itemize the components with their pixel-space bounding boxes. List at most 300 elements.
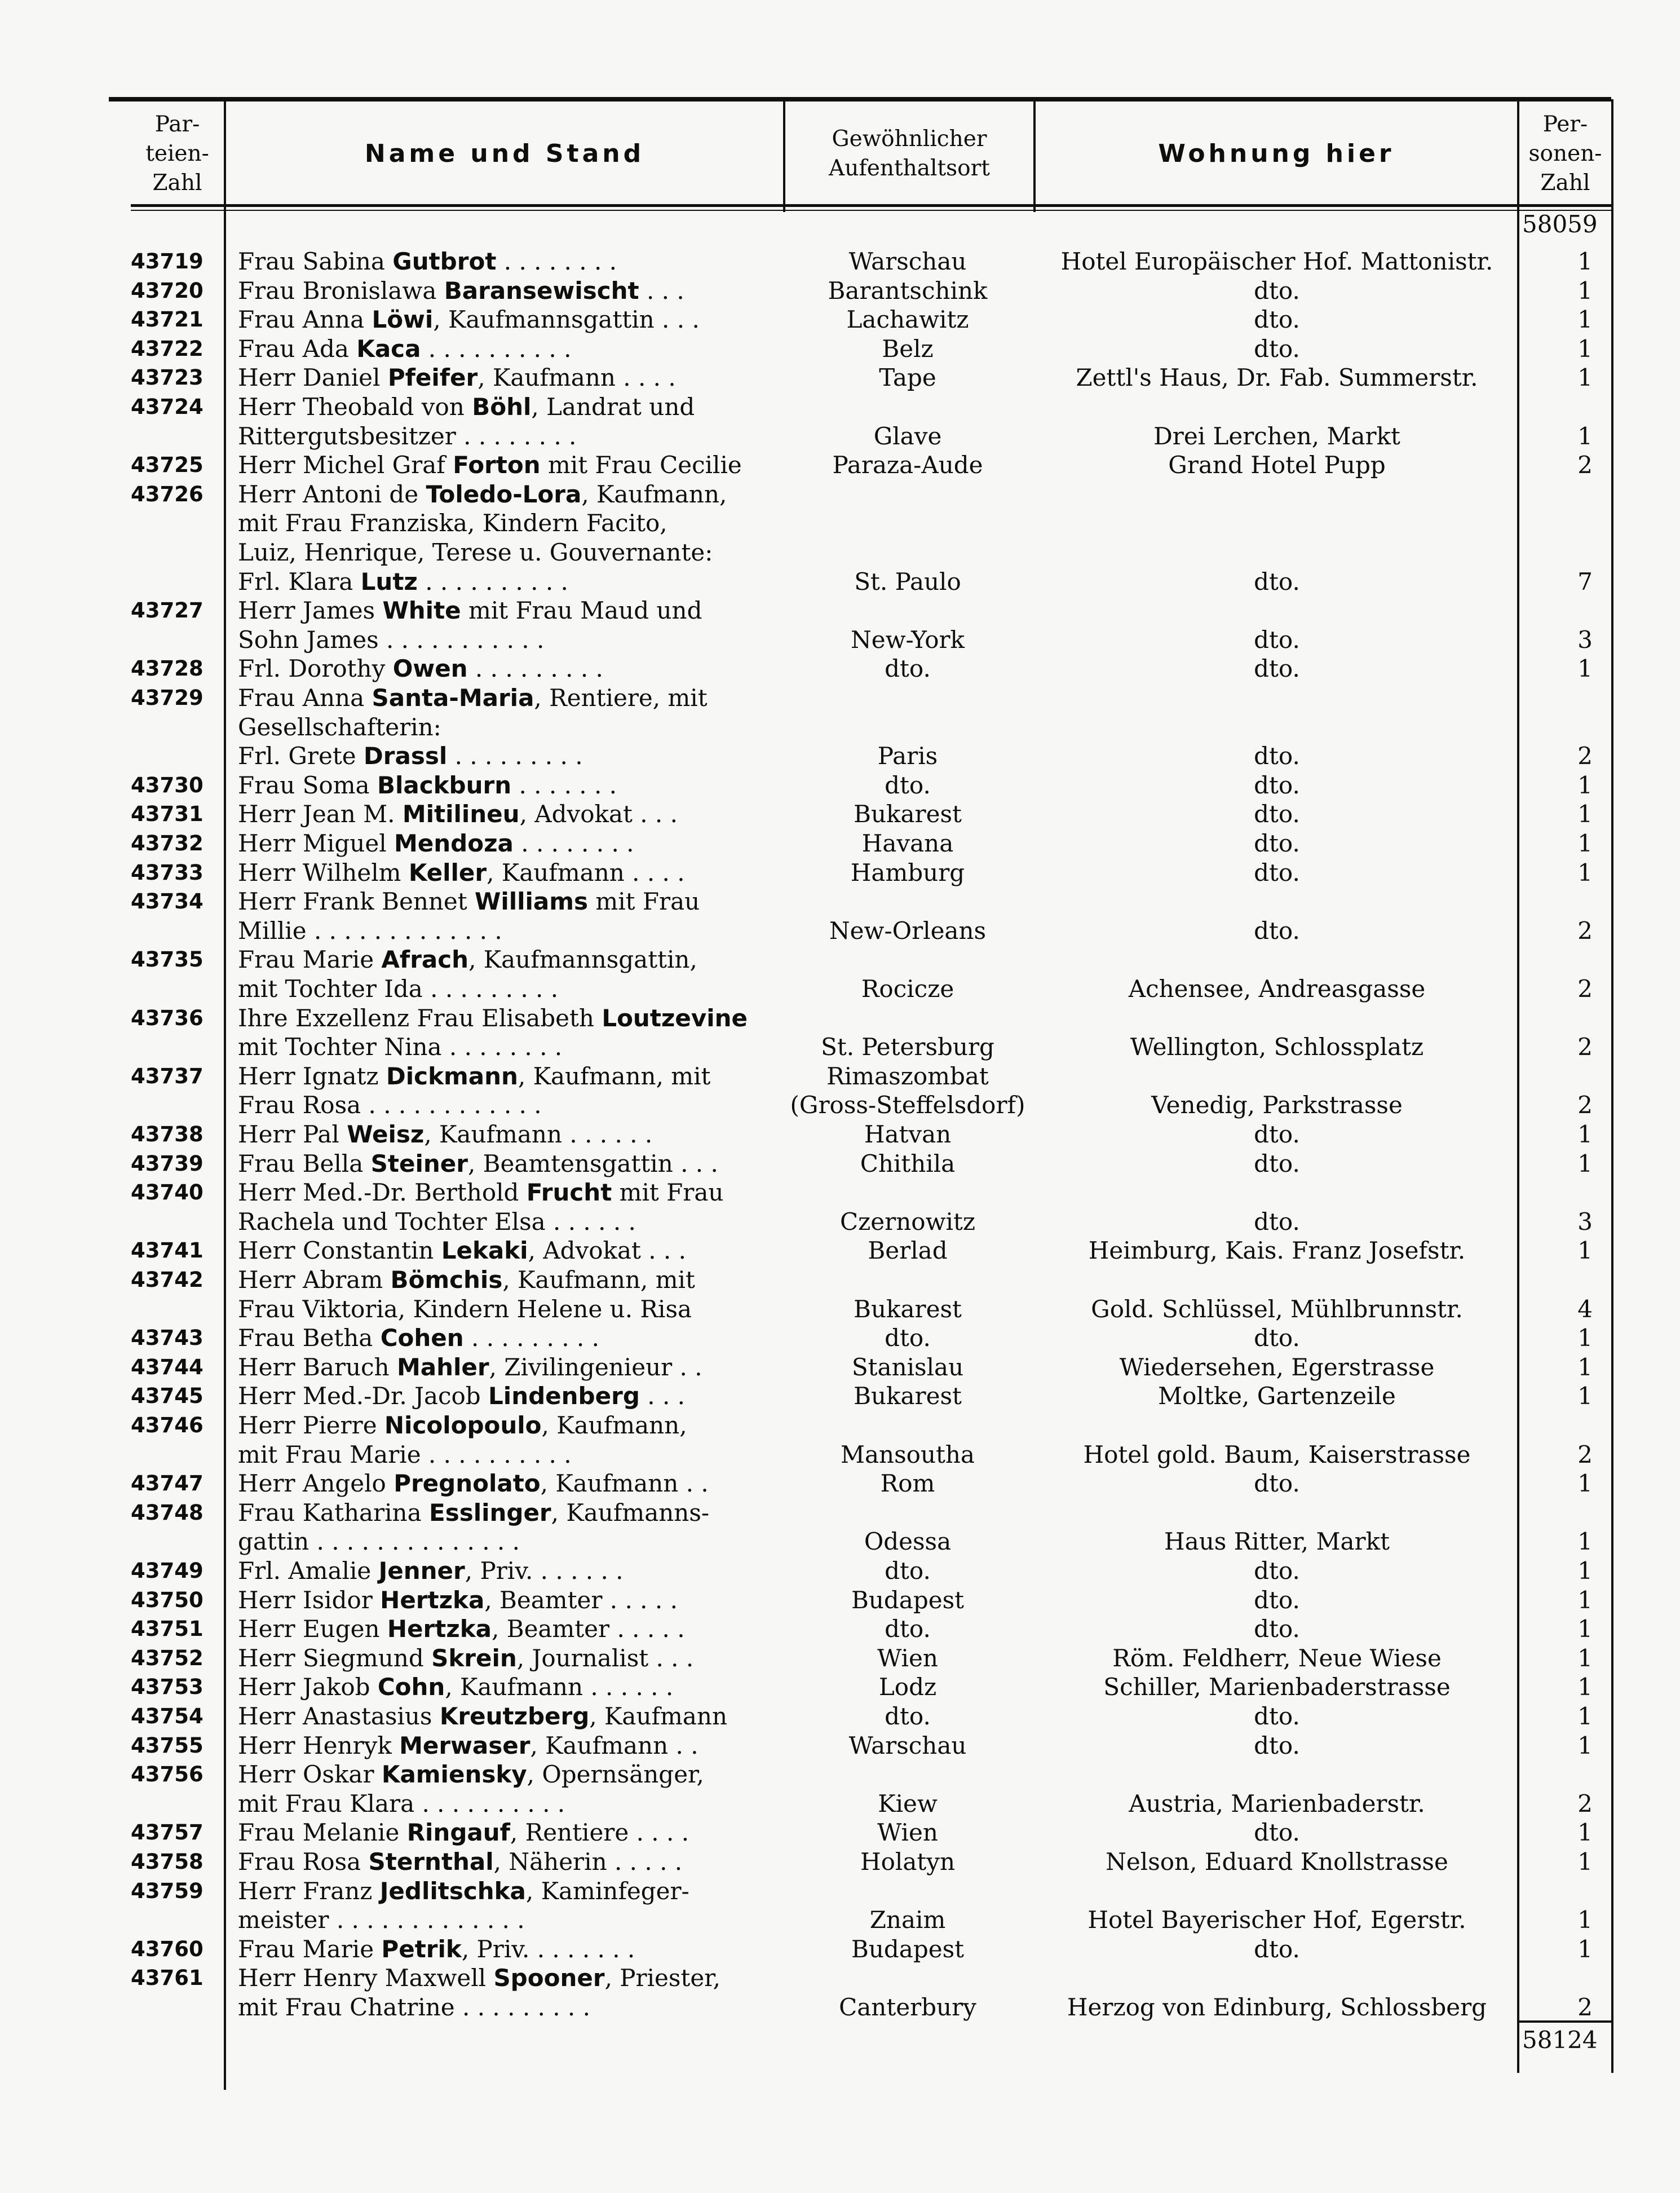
name-suffix: , Zivilingenieur . . — [489, 1353, 702, 1381]
name-status — [238, 334, 771, 364]
person-count: 1 — [1577, 248, 1593, 275]
local-address: Moltke, Gartenzeile — [1158, 1382, 1396, 1410]
usual-residence: Czernowitz — [840, 1207, 975, 1236]
party-number: 43725 — [131, 453, 204, 478]
table-row — [0, 654, 1680, 683]
party-number: 43729 — [131, 686, 204, 710]
usual-residence: (Gross-Steffelsdorf) — [790, 1091, 1025, 1119]
name-status — [238, 625, 771, 655]
name-status — [238, 1556, 771, 1586]
name-status — [238, 1236, 771, 1265]
name-prefix: Frau Sabina — [238, 248, 393, 275]
name-suffix: , Rentiere . . . . — [510, 1819, 689, 1847]
usual-residence: Glave — [873, 422, 942, 450]
person-count: 1 — [1577, 1702, 1593, 1730]
name-status — [238, 1614, 771, 1644]
local-address: dto. — [1254, 1615, 1300, 1643]
name-status — [238, 1323, 771, 1353]
header-party-number-line2: teien- — [145, 140, 209, 166]
name-prefix: Herr Ignatz — [238, 1062, 386, 1090]
party-number: 43727 — [131, 598, 204, 623]
surname: Toledo-Lora — [426, 480, 582, 508]
name-prefix: Frau Betha — [238, 1324, 381, 1352]
usual-residence: Berlad — [868, 1237, 948, 1265]
table-row — [0, 1032, 1680, 1062]
name-suffix: . . . . . . . . — [513, 829, 634, 857]
person-count: 1 — [1577, 422, 1593, 450]
name-status — [238, 713, 771, 742]
local-address: Schiller, Marienbaderstrasse — [1103, 1673, 1451, 1701]
name-suffix: , Kaufmann . . — [530, 1731, 698, 1759]
usual-residence: dto. — [885, 1324, 931, 1352]
local-address: Venedig, Parkstrasse — [1151, 1091, 1403, 1119]
name-prefix: Herr Jean M. — [238, 800, 403, 828]
table-row — [0, 567, 1680, 597]
usual-residence: Lodz — [878, 1673, 937, 1701]
header-local-address: Wohnung hier — [1158, 139, 1395, 168]
name-status — [238, 771, 771, 800]
name-suffix: , Kaufmann . . . . — [487, 858, 685, 886]
person-count: 1 — [1577, 1470, 1593, 1498]
usual-residence: dto. — [885, 1557, 931, 1585]
name-prefix: Herr Med.-Dr. Berthold — [238, 1179, 527, 1207]
name-suffix: , Priv. . . . . . . . — [461, 1935, 635, 1963]
name-status — [238, 800, 771, 829]
party-number: 43735 — [131, 947, 204, 972]
name-prefix: Herr Antoni de — [238, 480, 426, 508]
name-status — [238, 1411, 771, 1440]
surname: Santa-Maria — [372, 684, 534, 712]
table-row — [0, 1295, 1680, 1324]
local-address: dto. — [1254, 858, 1300, 886]
usual-residence: Hatvan — [864, 1120, 952, 1148]
name-prefix: Herr Theobald von — [238, 393, 472, 421]
table-row — [0, 1789, 1680, 1819]
local-address: Hotel Europäischer Hof. Mattonistr. — [1060, 248, 1493, 275]
header-party-number-line1: Par- — [154, 111, 200, 137]
name-prefix: Herr Henry Maxwell — [238, 1964, 494, 1992]
local-address: dto. — [1254, 1557, 1300, 1585]
surname: Ringauf — [406, 1819, 510, 1847]
party-number: 43741 — [131, 1238, 204, 1263]
surname: Gutbrot — [392, 248, 497, 275]
surname: Pfeifer — [387, 364, 478, 392]
header-person-count-line3: Zahl — [1540, 170, 1590, 196]
local-address: Röm. Feldherr, Neue Wiese — [1112, 1644, 1442, 1672]
person-count: 2 — [1577, 1993, 1593, 2021]
header-usual-residence — [785, 104, 1033, 203]
header-person-count — [1519, 104, 1611, 203]
name-status — [238, 654, 771, 683]
table-row — [0, 1702, 1680, 1731]
table-row — [0, 1004, 1680, 1033]
party-number: 43761 — [131, 1966, 204, 1991]
local-address: dto. — [1254, 276, 1300, 305]
person-count: 3 — [1577, 625, 1593, 654]
table-row — [0, 1323, 1680, 1353]
table-row — [0, 1411, 1680, 1440]
local-address: dto. — [1254, 625, 1300, 654]
surname: Baransewischt — [444, 276, 639, 305]
person-count: 1 — [1577, 1237, 1593, 1265]
name-prefix: Ihre Exzellenz Frau Elisabeth — [238, 1004, 602, 1032]
name-status — [238, 1847, 771, 1877]
name-suffix: , Beamter . . . . . — [484, 1586, 678, 1614]
party-number: 43752 — [131, 1645, 204, 1670]
name-suffix: , Beamter . . . . . — [492, 1615, 685, 1643]
name-prefix: mit Tochter Ida . . . . . . . . . — [238, 975, 559, 1003]
name-status — [238, 247, 771, 276]
table-row — [0, 742, 1680, 771]
party-number: 43759 — [131, 1878, 204, 1903]
name-status — [238, 538, 771, 567]
name-suffix: mit Frau — [612, 1179, 724, 1207]
party-number: 43732 — [131, 831, 204, 855]
party-number: 43753 — [131, 1675, 204, 1700]
name-prefix: Herr Anastasius — [238, 1702, 440, 1730]
name-status — [238, 1469, 771, 1498]
name-suffix: . . . . . . . . . — [447, 742, 583, 770]
table-row — [0, 1963, 1680, 1993]
surname: Bömchis — [390, 1266, 503, 1294]
person-count: 1 — [1577, 1324, 1593, 1352]
name-status — [238, 1382, 771, 1411]
name-status — [238, 509, 771, 538]
name-status — [238, 1498, 771, 1528]
name-prefix: Frau Anna — [238, 684, 372, 712]
table-row — [0, 829, 1680, 858]
party-number: 43740 — [131, 1180, 204, 1205]
person-count: 1 — [1577, 1906, 1593, 1934]
name-prefix: Frl. Klara — [238, 567, 361, 595]
person-count: 2 — [1577, 916, 1593, 945]
local-address: dto. — [1254, 1819, 1300, 1847]
table-row — [0, 392, 1680, 422]
table-row — [0, 1877, 1680, 1906]
local-address: dto. — [1254, 1702, 1300, 1730]
local-address: dto. — [1254, 916, 1300, 945]
name-suffix: , Kaufmann, mit — [518, 1062, 711, 1090]
name-prefix: meister . . . . . . . . . . . . . — [238, 1906, 525, 1934]
table-row — [0, 509, 1680, 538]
table-row — [0, 334, 1680, 364]
name-status — [238, 1644, 771, 1673]
name-prefix: Frau Marie — [238, 946, 382, 974]
name-suffix: , Kaufmann . . . . . . — [424, 1120, 653, 1148]
surname: Williams — [475, 888, 589, 916]
party-number: 43760 — [131, 1936, 204, 1961]
local-address: dto. — [1254, 1149, 1300, 1177]
name-status — [238, 1062, 771, 1091]
name-suffix: , Kaufmann, mit — [502, 1266, 695, 1294]
surname: Spooner — [493, 1964, 605, 1992]
surname: Merwaser — [399, 1731, 530, 1759]
name-suffix: , Kaufmann, — [581, 480, 727, 508]
table-row — [0, 305, 1680, 334]
name-status — [238, 1789, 771, 1819]
name-prefix: Frau Viktoria, Kindern Helene u. Risa — [238, 1295, 692, 1323]
name-prefix: Sohn James . . . . . . . . . . . — [238, 625, 545, 654]
surname: Afrach — [381, 946, 469, 974]
header-party-number — [131, 104, 224, 203]
table-row — [0, 625, 1680, 655]
surname: Pregnolato — [394, 1470, 541, 1498]
name-suffix: . . . — [639, 1382, 685, 1410]
table-row — [0, 1207, 1680, 1237]
table-row — [0, 1731, 1680, 1760]
surname: Lutz — [360, 567, 418, 595]
table-row — [0, 1614, 1680, 1644]
name-suffix: , Journalist . . . — [516, 1644, 694, 1672]
person-count: 1 — [1577, 771, 1593, 799]
name-status — [238, 1149, 771, 1179]
usual-residence: Tape — [879, 364, 936, 392]
person-count: 1 — [1577, 1615, 1593, 1643]
table-row — [0, 887, 1680, 916]
name-suffix: , Advokat . . . — [528, 1237, 686, 1265]
party-number: 43724 — [131, 395, 204, 419]
person-count: 1 — [1577, 1149, 1593, 1177]
header-usual-residence-line2: Aufenthaltsort — [829, 155, 990, 181]
name-prefix: Herr Pal — [238, 1120, 347, 1148]
name-prefix: Herr Pierre — [238, 1411, 384, 1439]
local-address: dto. — [1254, 1470, 1300, 1498]
party-number: 43754 — [131, 1704, 204, 1728]
table-row — [0, 858, 1680, 888]
name-prefix: mit Frau Franziska, Kindern Facito, — [238, 509, 667, 537]
surname: Steiner — [370, 1149, 468, 1177]
header-usual-residence-line1: Gewöhnlicher — [832, 126, 987, 152]
local-address: dto. — [1254, 771, 1300, 799]
person-count: 1 — [1577, 364, 1593, 392]
name-status — [238, 1702, 771, 1731]
name-status — [238, 1440, 771, 1470]
name-status — [238, 974, 771, 1004]
party-number: 43747 — [131, 1471, 204, 1496]
party-number: 43736 — [131, 1005, 204, 1030]
usual-residence: Budapest — [851, 1935, 964, 1963]
table-row — [0, 1091, 1680, 1120]
name-prefix: Herr Franz — [238, 1877, 380, 1905]
header-person-count-line1: Per- — [1542, 111, 1588, 137]
name-status — [238, 1877, 771, 1906]
name-status — [238, 887, 771, 916]
surname: Frucht — [526, 1179, 612, 1207]
local-address: dto. — [1254, 1586, 1300, 1614]
name-status — [238, 1120, 771, 1149]
name-suffix: , Kaufmannsgattin, — [468, 946, 697, 974]
surname: Blackburn — [377, 771, 512, 799]
party-number: 43728 — [131, 656, 204, 681]
surname: Kaca — [356, 334, 421, 363]
person-count: 7 — [1577, 567, 1593, 595]
usual-residence: Rocicze — [861, 975, 954, 1003]
name-suffix: , Kaufmann . . . . . . — [445, 1673, 674, 1701]
name-prefix: Frau Bronislawa — [238, 276, 444, 305]
usual-residence: Stanislau — [851, 1353, 964, 1381]
surname: Keller — [408, 858, 487, 886]
local-address: dto. — [1254, 567, 1300, 595]
table-row — [0, 683, 1680, 713]
table-row — [0, 451, 1680, 480]
party-number: 43737 — [131, 1064, 204, 1088]
usual-residence: dto. — [885, 1615, 931, 1643]
person-count: 1 — [1577, 1935, 1593, 1963]
usual-residence: New-York — [850, 625, 965, 654]
person-count: 1 — [1577, 1731, 1593, 1759]
person-count: 1 — [1577, 306, 1593, 334]
person-count: 1 — [1577, 1353, 1593, 1381]
usual-residence: Wien — [877, 1819, 938, 1847]
name-suffix: , Kaufmann . . . . — [478, 364, 676, 392]
name-prefix: Herr Siegmund — [238, 1644, 432, 1672]
surname: Jedlitschka — [379, 1877, 526, 1905]
usual-residence: Znaim — [869, 1906, 946, 1934]
table-row — [0, 480, 1680, 509]
name-prefix: Frau Anna — [238, 306, 372, 334]
name-status — [238, 1731, 771, 1760]
name-status — [238, 567, 771, 597]
name-status — [238, 1993, 771, 2022]
local-address: Wiedersehen, Egerstrasse — [1119, 1353, 1435, 1381]
name-prefix: Rachela und Tochter Elsa . . . . . . — [238, 1207, 636, 1236]
name-prefix: Herr Eugen — [238, 1615, 387, 1643]
usual-residence: Rimaszombat — [826, 1062, 989, 1090]
party-number: 43748 — [131, 1500, 204, 1525]
name-status — [238, 392, 771, 422]
name-status — [238, 683, 771, 713]
name-suffix: , Kaufmann — [589, 1702, 728, 1730]
usual-residence: Wien — [877, 1644, 938, 1672]
name-prefix: Luiz, Henrique, Terese u. Gouvernante: — [238, 539, 713, 566]
local-address: Wellington, Schlossplatz — [1130, 1033, 1424, 1061]
name-prefix: Herr Daniel — [238, 364, 388, 392]
person-count: 2 — [1577, 451, 1593, 479]
usual-residence: St. Paulo — [854, 567, 961, 595]
table-row — [0, 800, 1680, 829]
party-number: 43731 — [131, 802, 204, 827]
local-address: Drei Lerchen, Markt — [1153, 422, 1400, 450]
name-status — [238, 1963, 771, 1993]
table-row — [0, 1353, 1680, 1382]
table-row — [0, 1382, 1680, 1411]
table-row — [0, 276, 1680, 306]
name-suffix: , Kaminfeger- — [525, 1877, 689, 1905]
usual-residence: Odessa — [864, 1528, 952, 1556]
surname: Skrein — [431, 1644, 517, 1672]
local-address: dto. — [1254, 742, 1300, 770]
party-number: 43756 — [131, 1762, 204, 1787]
name-prefix: Herr Constantin — [238, 1237, 441, 1265]
table-row — [0, 1062, 1680, 1091]
name-status — [238, 742, 771, 771]
usual-residence: Warschau — [848, 1731, 967, 1759]
name-prefix: Frl. Amalie — [238, 1557, 379, 1585]
table-row — [0, 1556, 1680, 1586]
name-status — [238, 305, 771, 334]
name-suffix: , Priv. . . . . . . — [465, 1557, 624, 1585]
table-row — [0, 1120, 1680, 1149]
party-number: 43733 — [131, 860, 204, 885]
name-suffix: mit Frau — [588, 888, 700, 916]
usual-residence: New-Orleans — [829, 916, 987, 945]
table-row — [0, 1178, 1680, 1207]
name-prefix: Herr James — [238, 597, 383, 625]
person-count: 2 — [1577, 742, 1593, 770]
name-status — [238, 1178, 771, 1207]
name-prefix: Gesellschafterin: — [238, 713, 441, 741]
table-row — [0, 1586, 1680, 1615]
usual-residence: Belz — [882, 334, 934, 363]
local-address: Austria, Marienbaderstr. — [1129, 1789, 1425, 1817]
local-address: Nelson, Eduard Knollstrasse — [1106, 1848, 1448, 1876]
party-number: 43744 — [131, 1354, 204, 1379]
surname: Esslinger — [429, 1498, 551, 1526]
person-count: 4 — [1577, 1295, 1593, 1323]
name-prefix: Herr Med.-Dr. Jacob — [238, 1382, 489, 1410]
usual-residence: dto. — [885, 1702, 931, 1730]
name-prefix: gattin . . . . . . . . . . . . . . — [238, 1528, 520, 1556]
name-prefix: Herr Frank Bennet — [238, 888, 475, 916]
name-status — [238, 276, 771, 306]
name-suffix: , Kaufmann . . — [540, 1470, 709, 1498]
surname: Drassl — [363, 742, 448, 770]
name-suffix: mit Frau Cecilie — [540, 451, 742, 479]
local-address: dto. — [1254, 829, 1300, 857]
local-address: dto. — [1254, 1324, 1300, 1352]
name-suffix: . . . . . . . . . . — [417, 567, 568, 595]
surname: Cohen — [380, 1324, 464, 1352]
name-status — [238, 858, 771, 888]
name-status — [238, 1935, 771, 1964]
person-count: 1 — [1577, 655, 1593, 683]
person-count: 1 — [1577, 858, 1593, 886]
name-prefix: Frau Marie — [238, 1935, 382, 1963]
person-count: 3 — [1577, 1207, 1593, 1236]
table-row — [0, 1498, 1680, 1528]
name-prefix: Herr Jakob — [238, 1673, 378, 1701]
person-count: 1 — [1577, 1819, 1593, 1847]
table-row — [0, 247, 1680, 276]
name-suffix: , Opernsänger, — [527, 1760, 704, 1789]
name-status — [238, 1207, 771, 1237]
table-row — [0, 1935, 1680, 1964]
local-address: dto. — [1254, 1120, 1300, 1148]
surname: Cohn — [377, 1673, 445, 1701]
table-row — [0, 1847, 1680, 1877]
party-number: 43734 — [131, 889, 204, 914]
name-status — [238, 1032, 771, 1062]
party-number: 43743 — [131, 1326, 204, 1351]
top-rule — [109, 97, 1611, 102]
name-prefix: Frau Rosa — [238, 1848, 369, 1876]
header-bottom-rule — [131, 204, 1612, 207]
name-status — [238, 829, 771, 858]
name-prefix: Frau Ada — [238, 334, 357, 363]
person-count: 1 — [1577, 1673, 1593, 1701]
name-prefix: Herr Michel Graf — [238, 451, 453, 479]
surname: Sternthal — [368, 1848, 494, 1876]
name-suffix: . . . . . . . . . . — [421, 334, 572, 363]
table-row — [0, 1265, 1680, 1295]
person-count: 1 — [1577, 1848, 1593, 1876]
party-number: 43719 — [131, 249, 204, 273]
name-status — [238, 945, 771, 974]
surname: Hertzka — [380, 1586, 485, 1614]
surname: Weisz — [347, 1120, 425, 1148]
name-suffix: , Kaufmannsgattin . . . — [433, 306, 700, 334]
name-status — [238, 1004, 771, 1033]
